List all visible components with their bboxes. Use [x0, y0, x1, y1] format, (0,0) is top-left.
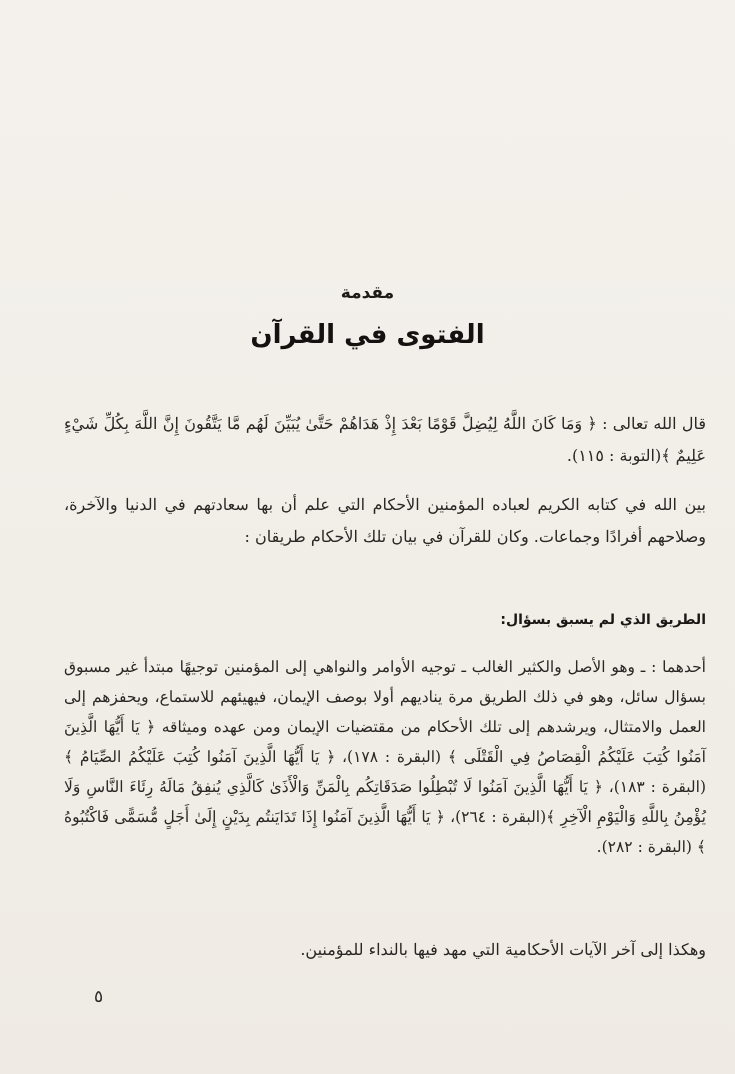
- section-heading: الطريق الذي لم يسبق بسؤال:: [500, 612, 706, 628]
- explanation-paragraph: بين الله في كتابه الكريم لعباده المؤمنين الأحكام التي علم أن بها سعادتهم في الدنيا والآخرة، وصلاحهم أفرادًا وجماعات. وكان للقرآن في بيان تلك الأحكام طريقان :: [64, 495, 706, 546]
- closing-paragraph: وهكذا إلى آخر الآيات الأحكامية التي مهد فيها بالنداء للمؤمنين.: [300, 940, 706, 959]
- page-number: ٥: [94, 987, 104, 1007]
- first-way-paragraph: أحدهما : ـ وهو الأصل والكثير الغالب ـ توجيه الأوامر والنواهي إلى المؤمنين توجيهًا مبتدأ غير مسبوق بسؤال سائل، وهو في ذلك الطريق مرة يناديهم أولا بوصف الإيمان، فيهيئهم للاستماع، ويحفزهم إلى العمل والامتثال، ويرشدهم إلى تلك الأحكام من مقتضيات الإيمان ومن عهده وميثاقه ﴿ يَا أَيُّهَا الَّذِينَ آمَنُوا كُتِبَ عَلَيْكُمُ الْقِصَاصُ فِي الْقَتْلَى ﴾ (البقرة : ١٧٨)، ﴿ يَا أَيُّهَا الَّذِينَ آمَنُوا كُتِبَ عَلَيْكُمُ الصِّيَامُ ﴾ (البقرة : ١٨٣)، ﴿ يَا أَيُّهَا الَّذِينَ آمَنُوا لَا تُبْطِلُوا صَدَقَاتِكُم بِالْمَنِّ وَالْأَذَىٰ كَالَّذِي يُنفِقُ مَالَهُ رِئَاءَ النَّاسِ وَلَا يُؤْمِنُ بِاللَّهِ وَالْيَوْمِ الْآخِرِ ﴾(البقرة : ٢٦٤)، ﴿ يَا أَيُّهَا الَّذِينَ آمَنُوا إِذَا تَدَايَنتُم بِدَيْنٍ إِلَىٰ أَجَلٍ مُّسَمًّى فَاكْتُبُوهُ ﴾ (البقرة : ٢٨٢).: [64, 658, 706, 856]
- chapter-label: مقدمة: [340, 283, 395, 303]
- chapter-title: الفتوى في القرآن: [250, 320, 485, 350]
- intro-verse-paragraph: قال الله تعالى : ﴿ وَمَا كَانَ اللَّهُ لِيُضِلَّ قَوْمًا بَعْدَ إِذْ هَدَاهُمْ حَتَّىٰ يُبَيِّنَ لَهُم مَّا يَتَّقُونَ إِنَّ اللَّهَ بِكُلِّ شَيْءٍ عَلِيمٌ ﴾(التوبة : ١١٥).: [64, 414, 706, 465]
